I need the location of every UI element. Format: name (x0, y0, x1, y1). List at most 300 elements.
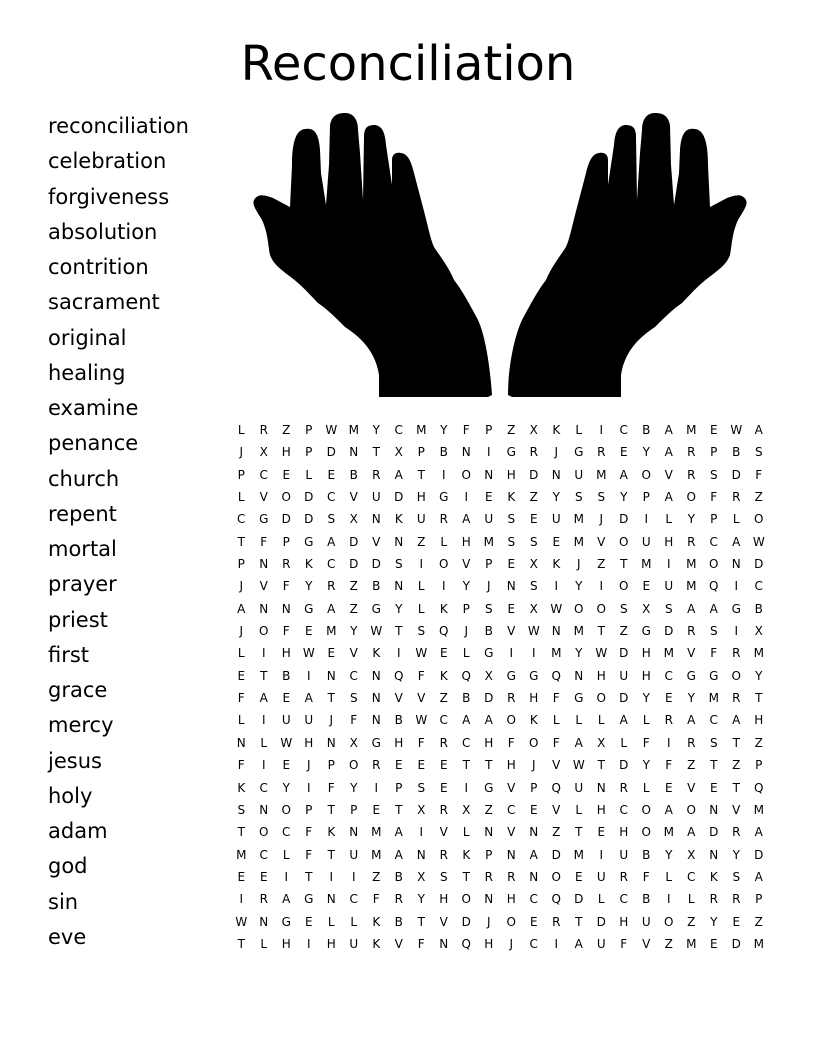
grid-cell: D (326, 445, 336, 460)
grid-cell: X (417, 802, 426, 817)
grid-cell: I (486, 445, 491, 460)
grid-cell: M (551, 646, 562, 661)
grid-cell: T (575, 825, 583, 840)
grid-cell: X (484, 668, 493, 683)
grid-cell: D (484, 691, 494, 706)
grid-cell: F (552, 735, 560, 750)
grid-cell: Q (461, 668, 471, 683)
grid-cell: W (595, 646, 608, 661)
grid-cell: N (259, 557, 269, 572)
grid-cell: F (642, 869, 650, 884)
word-list-item: examine (48, 396, 139, 420)
grid-cell: T (575, 914, 583, 929)
grid-cell: R (372, 467, 381, 482)
grid-cell: Z (754, 914, 763, 929)
grid-cell: P (305, 802, 313, 817)
grid-cell: S (417, 624, 426, 639)
grid-cell: T (620, 557, 628, 572)
grid-cell: P (305, 423, 313, 437)
grid-cell: P (642, 490, 650, 505)
grid-cell: Y (417, 892, 425, 907)
grid-cell: O (641, 825, 651, 840)
word-list (48, 110, 189, 956)
grid-cell: L (462, 646, 470, 661)
grid-cell: U (371, 490, 381, 505)
grid-cell: E (372, 802, 381, 817)
grid-cell: Y (575, 579, 583, 594)
grid-cell: E (484, 490, 493, 505)
grid-cell: F (327, 780, 335, 795)
grid-cell: L (642, 780, 650, 795)
grid-cell: U (304, 713, 314, 728)
grid-cell: A (462, 512, 471, 527)
word-list-item: jesus (48, 748, 102, 773)
grid-cell: E (642, 579, 651, 594)
grid-cell: V (687, 780, 696, 795)
word-list-item: church (48, 466, 120, 491)
grid-cell: W (572, 758, 585, 773)
grid-cell: H (506, 758, 516, 773)
grid-cell: L (665, 869, 673, 884)
grid-cell: N (394, 534, 404, 549)
grid-cell: R (507, 869, 516, 884)
grid-cell: K (372, 914, 381, 929)
grid-cell: J (486, 579, 491, 594)
grid-cell: E (304, 914, 313, 929)
grid-cell: C (754, 579, 763, 594)
grid-cell: K (529, 713, 538, 728)
grid-cell: F (417, 735, 425, 750)
grid-cell: L (575, 802, 583, 817)
grid-cell: M (348, 423, 359, 437)
grid-cell: X (349, 735, 358, 750)
grid-cell: J (531, 758, 536, 773)
grid-cell: M (573, 534, 584, 549)
grid-cell: T (732, 735, 740, 750)
grid-cell: N (484, 825, 494, 840)
grid-cell: J (329, 713, 334, 728)
grid-cell: H (619, 825, 629, 840)
grid-cell: C (349, 892, 358, 907)
word-list-item: sin (48, 889, 79, 914)
grid-cell: R (619, 869, 628, 884)
grid-cell: T (462, 758, 470, 773)
grid-cell: L (665, 512, 673, 527)
grid-cell: Z (754, 735, 763, 750)
grid-cell: Y (350, 780, 358, 795)
grid-cell: Z (507, 423, 516, 437)
grid-cell: U (551, 512, 561, 527)
grid-cell: W (415, 646, 428, 661)
grid-cell: I (261, 758, 266, 773)
grid-cell: B (439, 445, 448, 460)
grid-cell: L (260, 936, 268, 951)
grid-cell: F (372, 892, 380, 907)
grid-cell: S (237, 802, 246, 817)
grid-cell: A (664, 802, 673, 817)
grid-cell: P (327, 758, 335, 773)
grid-cell: J (239, 445, 244, 460)
grid-cell: E (327, 467, 336, 482)
grid-cell: A (394, 847, 403, 862)
grid-cell: F (260, 534, 268, 549)
grid-cell: N (236, 735, 246, 750)
grid-cell: Z (529, 490, 538, 505)
word-list-item: contrition (48, 255, 149, 279)
grid-cell: I (306, 780, 311, 795)
grid-cell: O (551, 869, 561, 884)
grid-cell: Z (687, 758, 696, 773)
grid-cell: B (732, 445, 741, 460)
grid-cell: P (755, 758, 763, 773)
grid-cell: W (280, 735, 293, 750)
grid-cell: X (417, 869, 426, 884)
word-list-item: prayer (48, 572, 117, 597)
grid-cell: R (529, 445, 538, 460)
grid-cell: I (554, 579, 559, 594)
grid-cell: E (439, 646, 448, 661)
grid-cell: A (619, 713, 628, 728)
grid-cell: H (281, 936, 291, 951)
grid-cell: A (529, 847, 538, 862)
grid-cell: Y (687, 691, 695, 706)
grid-cell: N (484, 892, 494, 907)
grid-cell: P (485, 423, 493, 437)
word-list-item: priest (48, 607, 108, 632)
grid-cell: A (732, 713, 741, 728)
grid-cell: E (507, 557, 516, 572)
grid-cell: M (686, 423, 697, 437)
grid-cell: D (349, 534, 359, 549)
grid-cell: N (506, 847, 516, 862)
grid-cell: M (573, 847, 584, 862)
grid-cell: T (237, 936, 245, 951)
grid-cell: N (349, 825, 359, 840)
grid-cell: H (326, 936, 336, 951)
grid-cell: N (461, 445, 471, 460)
grid-cell: N (529, 825, 539, 840)
grid-cell: B (394, 914, 403, 929)
grid-cell: T (327, 691, 335, 706)
grid-cell: S (619, 601, 628, 616)
grid-cell: L (350, 914, 358, 929)
grid-cell: I (554, 936, 559, 951)
grid-cell: E (237, 668, 246, 683)
grid-cell: H (394, 735, 404, 750)
grid-cell: Y (462, 579, 470, 594)
grid-cell: T (260, 668, 268, 683)
word-list-item: mercy (48, 713, 114, 738)
grid-cell: O (506, 914, 516, 929)
grid-cell: K (507, 490, 516, 505)
grid-cell: S (664, 601, 673, 616)
grid-cell: X (529, 557, 538, 572)
grid-cell: R (619, 780, 628, 795)
grid-cell: H (304, 735, 314, 750)
grid-cell: W (325, 423, 338, 437)
grid-cell: L (552, 713, 560, 728)
grid-cell: R (687, 624, 696, 639)
grid-cell: T (372, 445, 380, 460)
grid-cell: R (259, 892, 268, 907)
grid-cell: B (372, 579, 381, 594)
grid-cell: E (507, 601, 516, 616)
grid-cell: Z (484, 802, 493, 817)
grid-cell: G (641, 624, 651, 639)
grid-cell: S (394, 557, 403, 572)
grid-cell: U (596, 936, 606, 951)
grid-cell: L (575, 423, 583, 437)
grid-cell: D (529, 467, 539, 482)
grid-cell: A (687, 601, 696, 616)
grid-cell: H (664, 534, 674, 549)
grid-cell: R (664, 713, 673, 728)
grid-cell: W (302, 646, 315, 661)
grid-cell: L (327, 914, 335, 929)
grid-cell: M (686, 579, 697, 594)
grid-cell: Y (350, 624, 358, 639)
grid-cell: I (351, 869, 356, 884)
grid-cell: R (282, 557, 291, 572)
grid-cell: L (237, 646, 245, 661)
grid-cell: N (326, 668, 336, 683)
grid-cell: Z (417, 534, 426, 549)
grid-cell: D (731, 467, 741, 482)
grid-cell: Y (665, 847, 673, 862)
grid-cell: J (576, 557, 581, 572)
grid-cell: P (710, 445, 718, 460)
grid-cell: I (734, 579, 739, 594)
grid-cell: C (282, 825, 291, 840)
grid-cell: V (687, 646, 696, 661)
grid-cell: M (708, 691, 719, 706)
grid-cell: Q (709, 579, 719, 594)
grid-cell: H (596, 668, 606, 683)
grid-cell: S (709, 467, 718, 482)
grid-cell: V (664, 467, 673, 482)
grid-cell: D (731, 936, 741, 951)
grid-cell: N (709, 847, 719, 862)
grid-cell: W (752, 534, 765, 549)
grid-cell: C (259, 780, 268, 795)
grid-cell: T (597, 624, 605, 639)
grid-cell: H (619, 914, 629, 929)
grid-cell: B (484, 624, 493, 639)
grid-cell: X (394, 445, 403, 460)
grid-cell: N (371, 512, 381, 527)
grid-cell: O (641, 467, 651, 482)
grid-cell: M (753, 936, 764, 951)
grid-cell: K (709, 869, 718, 884)
grid-cell: E (282, 467, 291, 482)
grid-cell: J (239, 624, 244, 639)
grid-cell: S (327, 512, 336, 527)
grid-cell: X (259, 445, 268, 460)
grid-cell: A (484, 713, 493, 728)
grid-cell: H (484, 936, 494, 951)
grid-cell: V (462, 557, 471, 572)
grid-cell: V (259, 579, 268, 594)
grid-cell: A (394, 825, 403, 840)
grid-cell: A (259, 691, 268, 706)
grid-cell: A (709, 601, 718, 616)
grid-cell: B (642, 423, 651, 437)
grid-cell: C (462, 735, 471, 750)
grid-cell: I (666, 557, 671, 572)
grid-cell: E (529, 512, 538, 527)
grid-cell: Y (305, 579, 313, 594)
grid-cell: E (327, 646, 336, 661)
grid-cell: U (596, 869, 606, 884)
grid-cell: O (529, 735, 539, 750)
grid-cell: H (529, 691, 539, 706)
grid-cell: V (394, 936, 403, 951)
grid-cell: C (529, 936, 538, 951)
grid-cell: T (327, 802, 335, 817)
grid-cell: D (596, 914, 606, 929)
grid-cell: S (507, 512, 516, 527)
grid-cell: F (237, 758, 245, 773)
grid-cell: C (619, 423, 628, 437)
grid-cell: I (284, 869, 289, 884)
grid-cell: K (327, 825, 336, 840)
grid-cell: Y (552, 490, 560, 505)
grid-cell: Y (282, 780, 290, 795)
grid-cell: A (282, 892, 291, 907)
grid-cell: N (326, 735, 336, 750)
grid-cell: N (259, 914, 269, 929)
grid-cell: Q (439, 624, 449, 639)
grid-cell: T (417, 467, 425, 482)
grid-cell: N (371, 691, 381, 706)
grid-cell: F (237, 691, 245, 706)
grid-cell: D (349, 557, 359, 572)
grid-cell: M (686, 557, 697, 572)
grid-cell: S (709, 735, 718, 750)
grid-cell: Z (349, 601, 358, 616)
grid-cell: Z (754, 490, 763, 505)
grid-cell: X (529, 423, 538, 437)
grid-cell: Y (620, 490, 628, 505)
grid-cell: G (304, 601, 314, 616)
grid-cell: C (327, 557, 336, 572)
grid-cell: E (664, 691, 673, 706)
grid-cell: P (282, 534, 290, 549)
grid-cell: H (416, 490, 426, 505)
grid-cell: Y (575, 646, 583, 661)
grid-cell: T (755, 691, 763, 706)
grid-cell: E (597, 825, 606, 840)
grid-cell: R (327, 579, 336, 594)
word-list-item: grace (48, 678, 108, 702)
grid-cell: L (575, 713, 583, 728)
grid-cell: A (754, 869, 763, 884)
grid-cell: R (597, 445, 606, 460)
grid-cell: E (709, 936, 718, 951)
grid-cell: O (619, 579, 629, 594)
grid-cell: R (732, 825, 741, 840)
grid-cell: N (371, 713, 381, 728)
grid-cell: J (554, 445, 559, 460)
grid-cell: B (642, 892, 651, 907)
grid-cell: Z (597, 557, 606, 572)
grid-cell: I (396, 646, 401, 661)
grid-cell: I (306, 936, 311, 951)
grid-cell: N (529, 869, 539, 884)
grid-cell: R (394, 892, 403, 907)
grid-cell: F (282, 579, 290, 594)
grid-cell: T (710, 758, 718, 773)
grid-cell: E (709, 780, 718, 795)
word-list-item: absolution (48, 219, 158, 244)
grid-cell: E (439, 758, 448, 773)
grid-cell: N (259, 601, 269, 616)
grid-cell: Q (754, 780, 764, 795)
grid-cell: R (732, 892, 741, 907)
grid-cell: U (416, 512, 426, 527)
grid-cell: N (281, 601, 291, 616)
grid-cell: D (619, 512, 629, 527)
grid-cell: N (349, 445, 359, 460)
grid-cell: U (349, 936, 359, 951)
grid-cell: V (642, 936, 651, 951)
grid-cell: T (327, 847, 335, 862)
grid-cell: A (327, 534, 336, 549)
grid-cell: O (281, 490, 291, 505)
word-list-item: penance (48, 431, 139, 456)
grid-cell: A (327, 601, 336, 616)
grid-cell: U (349, 847, 359, 862)
grid-cell: V (732, 802, 741, 817)
grid-cell: V (417, 691, 426, 706)
grid-cell: R (732, 691, 741, 706)
word-list-item: sacrament (48, 290, 160, 315)
grid-cell: I (441, 467, 446, 482)
grid-cell: H (596, 802, 606, 817)
grid-cell: R (507, 691, 516, 706)
grid-cell: O (281, 802, 291, 817)
grid-cell: S (507, 534, 516, 549)
grid-cell: N (551, 624, 561, 639)
grid-cell: W (235, 914, 248, 929)
grid-cell: A (754, 423, 763, 437)
word-list-item: forgiveness (48, 184, 170, 209)
grid-cell: Z (687, 914, 696, 929)
grid-cell: L (620, 735, 628, 750)
grid-cell: Q (394, 668, 404, 683)
grid-cell: U (574, 780, 584, 795)
grid-cell: A (754, 825, 763, 840)
grid-cell: F (417, 668, 425, 683)
grid-cell: S (529, 534, 538, 549)
grid-cell: G (371, 601, 381, 616)
grid-cell: A (462, 713, 471, 728)
grid-cell: W (370, 624, 383, 639)
grid-cell: M (573, 624, 584, 639)
grid-cell: G (259, 512, 269, 527)
grid-cell: O (506, 713, 516, 728)
grid-cell: O (686, 802, 696, 817)
grid-cell: L (260, 735, 268, 750)
grid-cell: R (687, 534, 696, 549)
grid-cell: F (507, 735, 515, 750)
grid-cell: U (574, 467, 584, 482)
word-list-item: original (48, 325, 127, 350)
grid-cell: V (349, 490, 358, 505)
grid-cell: V (439, 914, 448, 929)
grid-cell: N (439, 936, 449, 951)
grid-cell: T (485, 758, 493, 773)
